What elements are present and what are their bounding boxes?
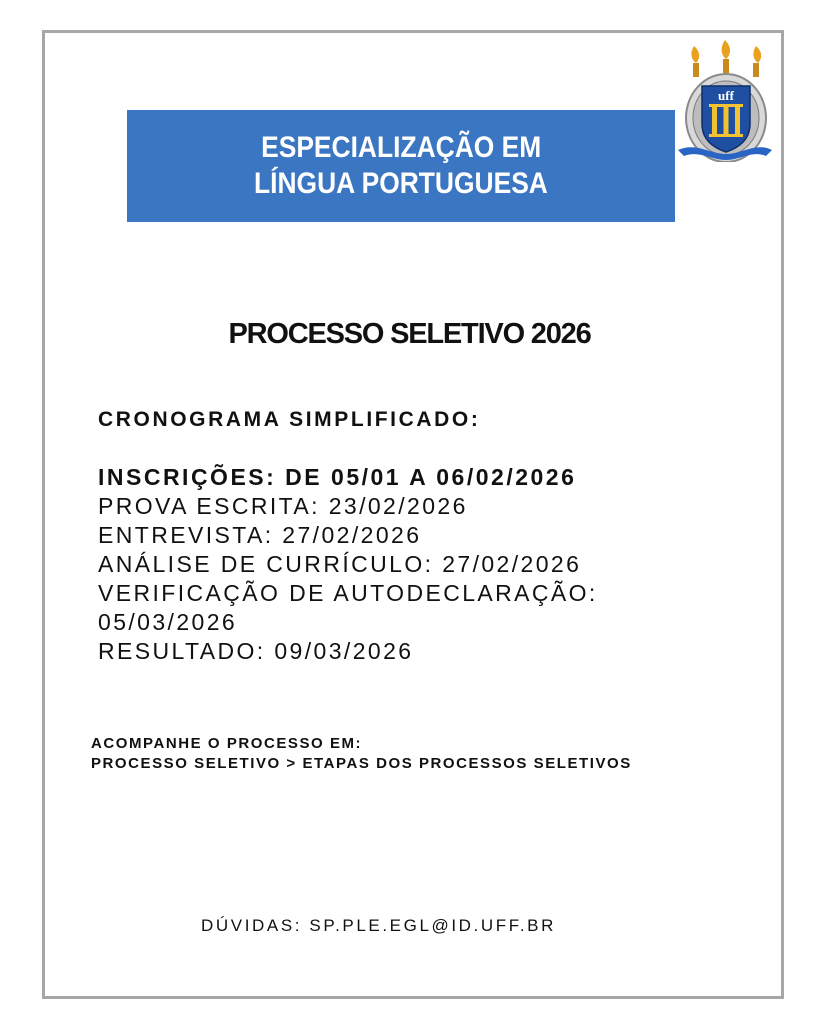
process-title: PROCESSO SELETIVO 2026 — [228, 318, 591, 350]
follow-instructions — [91, 734, 632, 774]
schedule-item-written-exam: PROVA ESCRITA: 23/02/2026 — [98, 493, 468, 519]
university-crest-icon — [676, 38, 774, 162]
course-title-line-2: LÍNGUA PORTUGUESA — [254, 167, 548, 200]
course-title-banner — [127, 110, 675, 222]
schedule-item-interview: ENTREVISTA: 27/02/2026 — [98, 522, 422, 548]
follow-line-2: PROCESSO SELETIVO > ETAPAS DOS PROCESSOS SELETIVOS — [91, 755, 632, 772]
schedule-section — [98, 408, 798, 666]
schedule-item-self-declaration-date: 05/03/2026 — [98, 609, 238, 635]
course-title-line-1: ESPECIALIZAÇÃO EM — [260, 131, 542, 164]
schedule-item-self-declaration: VERIFICAÇÃO DE AUTODECLARAÇÃO: — [98, 580, 598, 606]
follow-line-1: ACOMPANHE O PROCESSO EM: — [91, 735, 363, 752]
schedule-item-cv-analysis: ANÁLISE DE CURRÍCULO: 27/02/2026 — [98, 551, 582, 577]
contact-email: DÚVIDAS: SP.PLE.EGL@ID.UFF.BR — [201, 916, 556, 935]
schedule-heading: CRONOGRAMA SIMPLIFICADO: — [98, 408, 481, 431]
schedule-list — [98, 463, 798, 666]
crest-text: uff — [718, 88, 734, 103]
schedule-item-registration: INSCRIÇÕES: DE 05/01 A 06/02/2026 — [98, 464, 577, 490]
schedule-item-result: RESULTADO: 09/03/2026 — [98, 638, 414, 664]
